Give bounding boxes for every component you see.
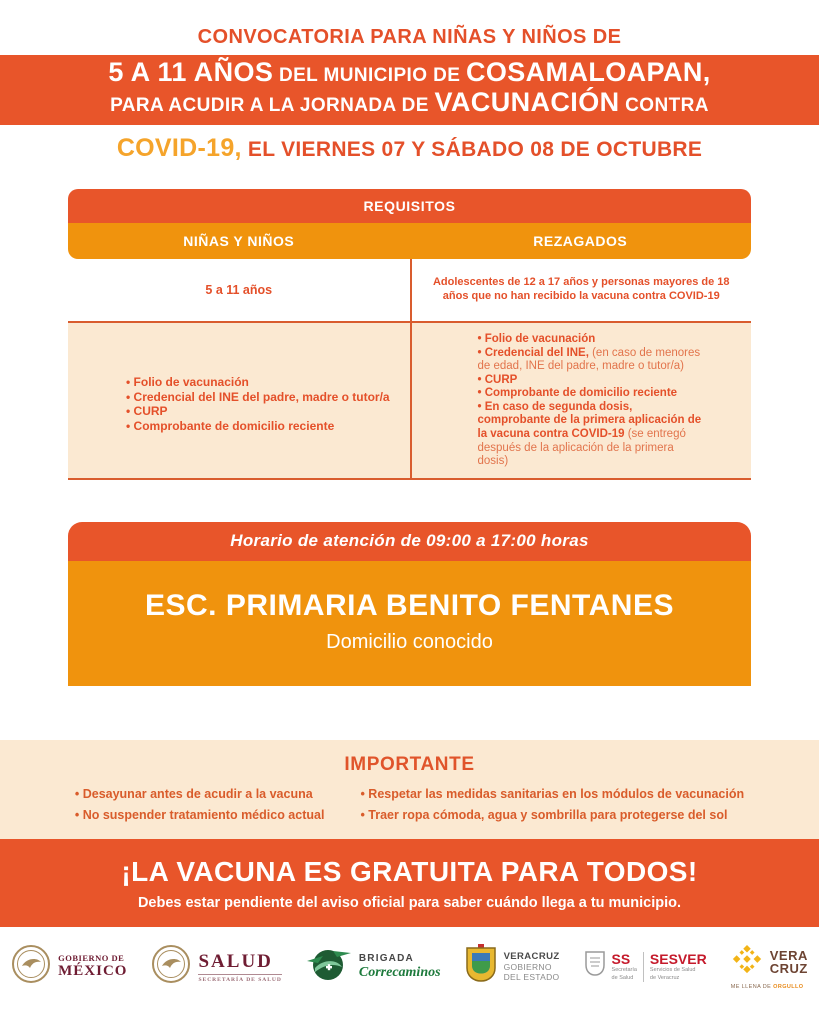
footer-logos: [0, 927, 819, 990]
list-item: • Folio de vacunación: [126, 375, 249, 389]
venue-block: [68, 561, 751, 686]
requirements-right-cell: [410, 323, 752, 478]
header-band-line2: PARA ACUDIR A LA JORNADA DE VACUNACIÓN CONTRA: [110, 87, 709, 117]
important-section: [0, 740, 819, 839]
list-item: • Comprobante de domicilio reciente: [126, 418, 335, 433]
list-item: • CURP: [126, 404, 168, 419]
list-item: • En caso de segunda dosis, comprobante de la primera aplicación de la vacuna contra COVID-19 (se entregó después de la aplicación de la primera dosis): [477, 400, 702, 468]
list-item: • Desayunar antes de acudir a la vacuna: [74, 786, 313, 801]
logo-salud: [151, 944, 281, 989]
logo-veracruz-orgullo: [731, 944, 808, 990]
list-item: • Comprobante de domicilio reciente: [477, 387, 678, 400]
salud-label: SALUD SECRETARÍA DE SALUD: [198, 950, 282, 983]
requirements-body-row: [68, 321, 751, 480]
schedule-header: Horario de atención de 09:00 a 17:00 horas: [68, 522, 751, 561]
important-left-list: [75, 784, 325, 827]
requirements-left-cell: [68, 323, 410, 478]
important-right-list: [360, 784, 744, 827]
list-item: • Traer ropa cómoda, agua y sombrilla para protegerse del sol: [360, 808, 728, 822]
list-item: • Respetar las medidas sanitarias en los módulos de vacunación: [360, 786, 745, 801]
audience-row: [68, 259, 751, 321]
brigada-label: BRIGADA Correcaminos: [358, 952, 441, 980]
list-item: • Folio de vacunación: [477, 333, 596, 345]
salud-seal-icon: [151, 944, 191, 989]
sesver-label: SESVER Servicios de Salud de Veracruz: [649, 951, 707, 981]
poster-title-line1: CONVOCATORIA PARA NIÑAS Y NIÑOS DE: [197, 26, 622, 48]
rezagados-requirements-list: [478, 333, 708, 469]
free-vaccine-title: ¡LA VACUNA ES GRATUITA PARA TODOS!: [121, 855, 698, 887]
schedule-section: [68, 522, 751, 686]
poster-title-date-line: COVID-19, EL VIERNES 07 Y SÁBADO 08 DE OCTUBRE: [116, 134, 703, 162]
veracruz-orgullo-name: VERA CRUZ: [769, 948, 808, 976]
requirements-table-header: REQUISITOS: [68, 189, 751, 223]
mexico-seal-icon: [11, 944, 51, 989]
logo-ss-sesver: [584, 950, 707, 983]
header-band: [0, 55, 819, 125]
column-header-rezagados: REZAGADOS: [533, 233, 628, 249]
ss-label: SS Secretaría de Salud: [611, 951, 637, 981]
divider: [643, 952, 644, 982]
audience-right-cell: Adolescentes de 12 a 17 años y personas mayores de 18 años que no han recibido la vacuna contra COVID-19: [410, 259, 752, 321]
audience-left-cell: 5 a 11 años: [205, 283, 273, 297]
veracruz-pattern-icon: [731, 944, 763, 981]
logo-veracruz-gobierno: [465, 944, 560, 989]
requirements-table-subheader: [68, 223, 751, 259]
veracruz-orgullo-top: [731, 944, 808, 981]
important-title: IMPORTANTE: [344, 753, 475, 775]
venue-address: Domicilio conocido: [326, 630, 493, 653]
venue-name: ESC. PRIMARIA BENITO FENTANES: [145, 588, 674, 622]
free-vaccine-subtitle: Debes estar pendiente del aviso oficial para saber cuándo llega a tu municipio.: [137, 894, 682, 911]
ninas-requirements-list: [126, 375, 392, 434]
list-item: • Credencial del INE del padre, madre o tutor/a: [126, 389, 390, 404]
header-band-line1: 5 A 11 AÑOS DEL MUNICIPIO DE COSAMALOAPAN,: [108, 57, 711, 87]
logo-brigada-correcaminos: [306, 944, 441, 989]
gobierno-mexico-label: GOBIERNO DE MÉXICO: [58, 953, 128, 979]
important-columns: [0, 784, 819, 827]
logo-gobierno-de-mexico: [11, 944, 127, 989]
requirements-table: [68, 189, 751, 480]
list-item: • Credencial del INE, (en caso de menores de edad, INE del padre, madre o tutor/a): [477, 346, 701, 373]
free-vaccine-banner: [0, 839, 819, 927]
ss-shield-icon: [584, 950, 606, 983]
veracruz-gobierno-label: VERACRUZ GOBIERNO DEL ESTADO: [503, 951, 560, 982]
column-header-ninas: NIÑAS Y NIÑOS: [183, 233, 295, 249]
veracruz-orgullo-tagline: ME LLENA DE ORGULLO: [730, 983, 804, 990]
correcaminos-bird-icon: [306, 944, 352, 989]
list-item: • No suspender tratamiento médico actual: [74, 808, 325, 822]
list-item: • CURP: [477, 373, 518, 386]
veracruz-shield-icon: [465, 944, 497, 989]
